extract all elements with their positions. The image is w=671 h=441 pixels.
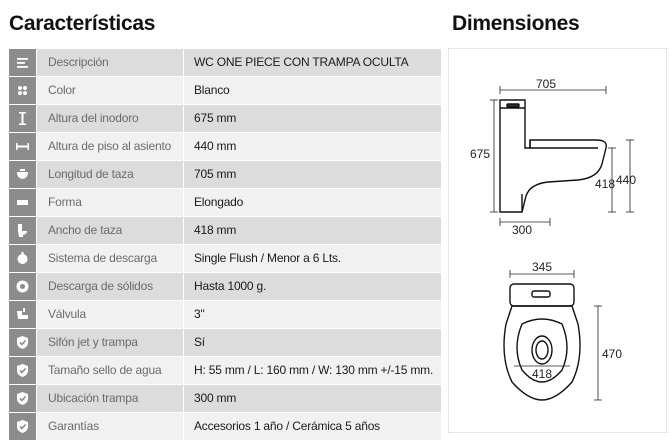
- dim-trap-distance: 300: [512, 223, 533, 237]
- spec-label: Descarga de sólidos: [37, 273, 183, 300]
- flush-icon: [9, 245, 36, 272]
- spec-label: Longitud de taza: [37, 161, 183, 188]
- spec-row: [9, 356, 441, 384]
- shield-check-icon: [9, 357, 36, 384]
- valve-icon: [9, 301, 36, 328]
- height-icon: [9, 105, 36, 132]
- spec-value: Accesorios 1 año / Cerámica 5 años: [184, 413, 441, 440]
- spec-label: Tamaño sello de agua: [37, 357, 183, 384]
- dim-side-length: 705: [536, 77, 557, 91]
- spec-row: [9, 384, 441, 412]
- spec-row: [9, 104, 441, 132]
- spec-row: [9, 300, 441, 328]
- width-icon: [9, 133, 36, 160]
- spec-label: Sifón jet y trampa: [37, 329, 183, 356]
- spec-label: Altura del inodoro: [37, 105, 183, 132]
- spec-value: 440 mm: [184, 133, 441, 160]
- spec-value: Sí: [184, 329, 441, 356]
- dim-top-length: 470: [602, 347, 623, 361]
- spec-label: Sistema de descarga: [37, 245, 183, 272]
- spec-table: [9, 48, 441, 440]
- spec-label: Válvula: [37, 301, 183, 328]
- spec-label: Altura de piso al asiento: [37, 133, 183, 160]
- spec-value: Hasta 1000 g.: [184, 273, 441, 300]
- spec-value: 418 mm: [184, 217, 441, 244]
- dim-bowl-width: 418: [532, 367, 553, 381]
- spec-row: [9, 48, 441, 76]
- spec-label: Garantías: [37, 413, 183, 440]
- characteristics-title: Características: [9, 12, 156, 35]
- color-palette-icon: [9, 77, 36, 104]
- dimensions-diagram: [448, 48, 667, 433]
- spec-row: [9, 76, 441, 104]
- spec-value: WC ONE PIECE CON TRAMPA OCULTA: [184, 49, 441, 76]
- dim-top-width: 345: [532, 260, 553, 274]
- spec-label: Ubicación trampa: [37, 385, 183, 412]
- dim-seat-height: 440: [616, 173, 637, 187]
- spec-value: 705 mm: [184, 161, 441, 188]
- dimensions-title: Dimensiones: [452, 12, 580, 35]
- spec-value: Blanco: [184, 77, 441, 104]
- dim-bowl-height: 418: [595, 177, 616, 191]
- shield-check-icon: [9, 385, 36, 412]
- dim-side-height: 675: [470, 147, 491, 161]
- spec-row: [9, 328, 441, 356]
- spec-row: [9, 160, 441, 188]
- spec-value: Elongado: [184, 189, 441, 216]
- spec-value: 3": [184, 301, 441, 328]
- spec-value: 675 mm: [184, 105, 441, 132]
- spec-row: [9, 188, 441, 216]
- spec-row: [9, 412, 441, 440]
- spec-row: [9, 132, 441, 160]
- shield-check-icon: [9, 413, 36, 440]
- description-icon: [9, 49, 36, 76]
- spec-row: [9, 216, 441, 244]
- spec-label: Forma: [37, 189, 183, 216]
- spec-value: 300 mm: [184, 385, 441, 412]
- spec-value: Single Flush / Menor a 6 Lts.: [184, 245, 441, 272]
- toilet-side-icon: [9, 217, 36, 244]
- spec-row: [9, 272, 441, 300]
- spec-label: Ancho de taza: [37, 217, 183, 244]
- top-dim-lines: [510, 270, 602, 400]
- spec-row: [9, 244, 441, 272]
- shape-icon: [9, 189, 36, 216]
- shield-check-icon: [9, 329, 36, 356]
- toilet-top-view: [504, 284, 580, 400]
- toilet-side-view: [500, 100, 606, 212]
- spec-label: Color: [37, 77, 183, 104]
- spec-label: Descripción: [37, 49, 183, 76]
- toilet-bowl-icon: [9, 161, 36, 188]
- spec-value: H: 55 mm / L: 160 mm / W: 130 mm +/-15 mm.: [184, 357, 441, 384]
- drain-icon: [9, 273, 36, 300]
